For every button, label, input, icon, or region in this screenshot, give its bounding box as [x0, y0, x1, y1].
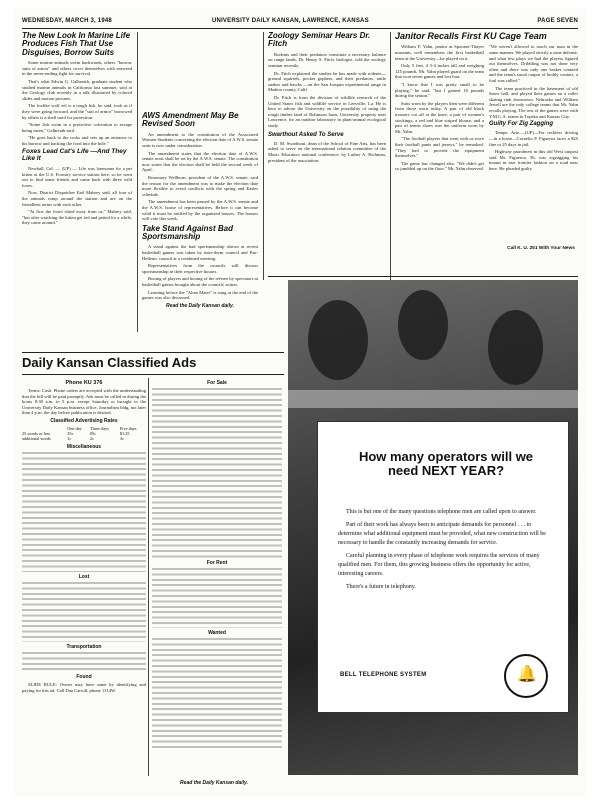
paragraph: Some marine animals swim backwards, others "borrow suits of armor" and others cover themselves with seaweed in the never-ending fight for survival. [22, 60, 132, 77]
section-heading-lost: Lost [78, 573, 90, 580]
classified-phone: Phone KU 376 [65, 380, 103, 386]
paragraph: The foxlike wolf eel is a tough fish, he said, took as if they were going forward, and the "suit of armor" borrowed by others is a shell used for protection. [22, 103, 132, 120]
page-number: PAGE SEVEN [537, 18, 578, 24]
operator-figure [308, 300, 368, 380]
classified-listings [152, 568, 282, 628]
rates-cell: 25 words or less [22, 430, 51, 436]
paragraph: Learning before the "Alma Mater" is sung at the end of the games was also discussed. [142, 289, 258, 301]
paragraph: There's a future in telephony. [346, 584, 416, 590]
article-aws [142, 112, 258, 352]
paragraph: The amendment states that the election date of A.W.S. senate seats shall be set by the A.W.S. senate. The constitution now states that the election shall be held the second week of April. [142, 150, 258, 173]
classified-terms: Terms: Cash. Phone orders are accepted with the understanding that the bill will be paid promptly. Ads must be called in during the hours 8:30 a.m. to 5 p.m. except Saturday or brought to the University Daily Kansan business office, Journalism bldg, not later than 4 p.m. the day before publication is desired. [22, 388, 146, 416]
paragraph: "At first the foxes shied away from us," Mabrey said, "but after watching the kitten get fed and petted for a while, they came around." [22, 209, 132, 226]
bell-telephone-advertisement [288, 280, 578, 775]
headline-foxes: Foxes Lead Cat's Life —And They Like It [22, 148, 127, 163]
headline-aws: AWS Amendment May Be Revised Soon [142, 112, 239, 129]
paragraph: Booing of players and booing of the referee by spectators at basketball games brought about the councils' action. [142, 276, 258, 288]
rates-header-cell: Three days [89, 425, 109, 431]
read-kansan-footer: Read the Daily Kansan daily. [180, 780, 248, 786]
found-listing: SLIDE RULE: Owner may have same by identifying and paying for this ad. Call Dan Carroll, phone 1314W. [22, 681, 146, 693]
section-heading-found: Found [76, 673, 92, 680]
call-ku-note: Call K. U. 251 With Your News [507, 246, 575, 251]
paragraph: The amendment has been passed by the A.W.S. senate and the A.W.S. house of representatives. Before it can become valid it must be ratified by the organized houses. The houses will vote this week. [142, 199, 258, 222]
classified-listings [22, 582, 146, 642]
bell-logo [504, 654, 548, 698]
paragraph: Newhall, Cal. — (UP) — Life was lonesome for a pet kitten at the U.S. Forestry service station here, so he went out to find some friends and came back with three wild foxes. [22, 166, 132, 188]
article-zoology [268, 32, 386, 280]
rates-cell: $1.25 [119, 430, 130, 436]
classified-rule [22, 374, 284, 375]
paper-name: UNIVERSITY DAILY KANSAN, LAWRENCE, KANSAS [212, 18, 369, 24]
rates-title: Classified Advertising Rates [50, 417, 118, 424]
paragraph: An amendment to the constitution of the Associated Women Students concerning the election date of A.W.S. senate seats is now under consideration. [142, 131, 258, 148]
paragraph: A stand against the bad sportsmanship shown at recent basketball games was taken by inter-dorm council and Pan-Hellenic council at a combined meeting. [142, 244, 258, 261]
headline-zoology: Zoology Seminar Hears Dr. Fitch [268, 32, 371, 49]
paragraph: Suits worn by the players then were different from those worn today. A pair of old black trousers cut off at the knee, a pair of women's stockings, a red and blue striped blouse, and a pair of tennis shoes was the uniform worn by Mr. Yahn. [395, 100, 484, 134]
column-divider [148, 378, 149, 776]
bell-ad-text [338, 508, 550, 596]
paragraph: "The football players that went with us wore their football pants and jerseys," he remarked. "They had to provide the equipment themselves." [395, 136, 484, 159]
headline-marine: The New Look In Marine Life Produces Fish That Use Disguises, Borrow Suits [22, 32, 131, 57]
section-heading-for-sale: For Sale [207, 380, 227, 386]
rates-row [22, 436, 146, 441]
paragraph: "I know that I was pretty small to be playing," he said, "but I gained 10 pounds during the season." [395, 82, 484, 99]
classified-rule [22, 352, 284, 353]
section-rule [268, 276, 578, 277]
paragraph: The game has changed also. "We didn't get so jumbled up on the floor," Mr. Yahn observed. "We weren't allowed to touch our man in the same manner. We played strictly a zone defense, and what few plays we had the players figured out themselves. Dribbling was not done very often and there was only one basket counted and the team's usual output of bodily contact, a foul was called." [395, 44, 578, 172]
paragraph: Now, District Dispatcher Earl Mabrey said, all four of the animals romp around the station and are on the friendliest terms with each other. [22, 190, 132, 207]
paragraph: Careful planning in every phase of telephone work requires the services of many qualified men. For them, this growing business offers the opportunity for active, interesting careers. [338, 553, 540, 577]
operator-figure [398, 290, 448, 360]
rates-cell: 85c [89, 430, 97, 436]
paragraph: "Some fish swim in a protective coloration to escape being eaten," Galbreath said. [22, 122, 132, 133]
masthead [22, 16, 578, 28]
classified-col-right [152, 378, 282, 776]
issue-date: WEDNESDAY, MARCH 3, 1948 [22, 18, 112, 24]
classified-listings [152, 388, 282, 558]
headline-sportsmanship: Take Stand Against Bad Sportsmanship [142, 223, 233, 242]
section-heading-transportation: Transportation [66, 643, 102, 650]
bell-ad-copy-box [318, 422, 568, 712]
rates-header-cell: One day [67, 425, 82, 431]
classified-listings [152, 638, 282, 748]
paragraph: Rosemary Wellborn, president of the A.W.S. senate, said the reason for the amendment was to make the election date more flexible to avoid conflicts with the spring and Easter schedule. [142, 174, 258, 197]
section-heading-for-rent: For Rent [206, 560, 228, 566]
bell-ad-headline: How many operators will we need NEXT YEAR? [358, 449, 534, 478]
classified-col-left [22, 378, 146, 776]
paragraph: Highway patrolmen in this old West outpost said Mr. Figueroa, 36, was zigzagging his mount in true frontier fashion on a road near here. He pleaded guilty. [489, 149, 578, 172]
headline-guilty: Guilty For Zig Zagging [489, 121, 553, 128]
paragraph: Representatives from the councils will discuss sportsmanship in their respective houses. [142, 263, 258, 274]
operator-figure [488, 310, 543, 385]
paragraph: "He goes back to the rocks and sets up an entrance to his burrow and backing the food into the hole." [22, 135, 132, 146]
bell-system-label: BELL TELEPHONE SYSTEM [340, 672, 427, 678]
column-divider [390, 32, 391, 280]
paragraph: Part of their work has always been to anticipate demands for personnel . . . to determine what additional equipment must be provided, what new construction will be necessary to handle the constantly increasing demands for service. [338, 522, 546, 546]
classified-listings [22, 452, 146, 572]
column-divider [137, 32, 138, 332]
bell-icon: 🔔 [517, 666, 537, 683]
headline-janitor: Janitor Recalls First KU Cage Team [395, 32, 547, 41]
column-divider [263, 32, 264, 280]
paragraph: Only 5 feet, 4 3-4 inches tall and weighing 125 pounds, Mr. Yahn played guard on the team that won seven games and lost four. [395, 63, 484, 80]
newspaper-page [14, 8, 586, 796]
headline-swarthout: Swarthout Asked To Serve [268, 131, 344, 138]
classified-listings [22, 652, 146, 672]
article-janitor [395, 32, 578, 252]
rates-cell: 2c [89, 435, 95, 441]
switchboard-panel [288, 390, 578, 408]
rates-cell: 35c [67, 430, 74, 436]
rates-cell: 1c [67, 435, 72, 441]
paragraph: This is but one of the many questions telephone men are called upon to answer. [346, 509, 537, 515]
paragraph: The team practiced in the basement of old Snow hall, and played their games on a roller skating rink downtown. Nebraska and William Jewell are the only college teams that Mr. Yahn recalls playing. The rest of the games were with Y.M.C.A. teams in Topeka and Kansas City. [489, 85, 578, 119]
article-marine [22, 32, 132, 332]
section-heading-miscellaneous: Miscellaneous [66, 443, 102, 450]
classified-title: Daily Kansan Classified Ads [22, 355, 197, 370]
section-heading-wanted: Wanted [208, 630, 226, 636]
rates-table [22, 426, 146, 441]
rates-cell: 3c [119, 435, 124, 441]
paragraph: Tempe, Ariz.—(UP)—For reckless driving—in a horse—Cornelio P. Figueroa faces a $25 fine or 25 days in jail. [489, 130, 578, 147]
rates-cell: additional words [22, 435, 51, 441]
paragraph: That's what Edwin G. Galbreath, graduate student who studied marine animals in California last summer, said at the Geology club recently in a talk illustrated by colored slides and motion pictures. [22, 78, 132, 101]
masthead-rule [22, 28, 578, 29]
paragraph: Rodents and their predators constitute a necessary balance on range lands, Dr. Henry S. Fitch, biologist, told the zoology seminar recently. [268, 51, 386, 68]
paragraph: D. M. Swarthout, dean of the School of Fine Arts, has been asked to serve on the international relation committee of the Music Educators national conference, by Luther A. Richman, president of the association. [268, 140, 386, 163]
paragraph: Dr. Fitch explained the studies he has made with rodents—ground squirrels, pocket gophers, and their predators, rattle snakes and hawks —on the San Joaquin experimental range in Madera county, Calif. [268, 70, 386, 93]
paragraph: William F. Yahn, janitor at Spooner-Thayer museum, well remembers the first basketball team at the University—he played on it. [395, 44, 484, 61]
rates-header-cell: Five days [119, 425, 137, 431]
read-kansan-note: Read the Daily Kansan daily. [166, 302, 234, 309]
paragraph: Dr. Fitch is from the division of wildlife research of the United States fish and wildlife service in Leesville, La. He is here to advise the University on the possibility of using the rough timber land of Robinson farm, University property near Lawrence, for an outdoor laboratory in plant-animal ecological study. [268, 94, 386, 128]
